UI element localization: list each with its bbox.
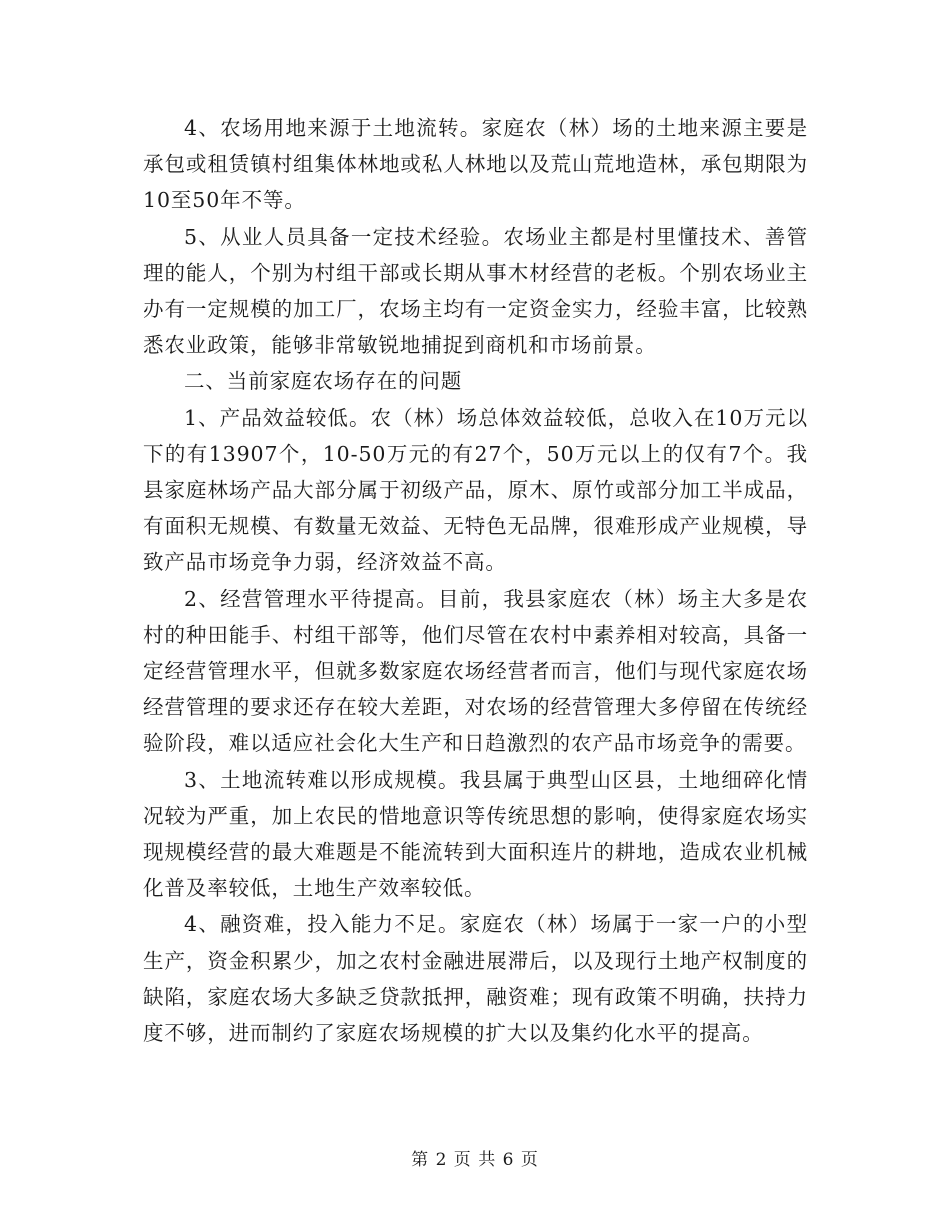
paragraph-financing-difficulty: 4、融资难，投入能力不足。家庭农（林）场属于一家一户的小型生产，资金积累少，加之农村金融进展滞后，以及现行土地产权制度的缺陷，家庭农场大多缺乏贷款抵押，融资难；现有政策不明确，扶持力度不够，进而制约了家庭农场规模的扩大以及集约化水平的提高。 bbox=[143, 912, 808, 1046]
section-heading-problems: 二、当前家庭农场存在的问题 bbox=[184, 369, 463, 394]
document-body bbox=[143, 110, 808, 1051]
paragraph-management-level: 2、经营管理水平待提高。目前，我县家庭农（林）场主大多是农村的种田能手、村组干部等，他们尽管在农村中素养相对较高，具备一定经营管理水平，但就多数家庭农场经营者而言，他们与现代家庭农场经营管理的要求还存在较大差距，对农场的经营管理大多停留在传统经验阶段，难以适应社会化大生产和日趋激烈的农产品市场竞争的需要。 bbox=[143, 586, 808, 756]
page-number-footer: 第 2 页 共 6 页 bbox=[411, 1150, 539, 1170]
paragraph-farm-land-source: 4、农场用地来源于土地流转。家庭农（林）场的土地来源主要是承包或租赁镇村组集体林地或私人林地以及荒山荒地造林，承包期限为10至50年不等。 bbox=[143, 116, 808, 213]
paragraph-land-transfer-scale: 3、土地流转难以形成规模。我县属于典型山区县，土地细碎化情况较为严重，加上农民的惜地意识等传统思想的影响，使得家庭农场实现规模经营的最大难题是不能流转到大面积连片的耕地，造成农业机械化普及率较低，土地生产效率较低。 bbox=[143, 767, 808, 901]
paragraph-low-product-benefit: 1、产品效益较低。农（林）场总体效益较低，总收入在10万元以下的有13907个，10-50万元的有27个，50万元以上的仅有7个。我县家庭林场产品大部分属于初级产品，原木、原竹或部分加工半成品，有面积无规模、有数量无效益、无特色无品牌，很难形成产业规模，导致产品市场竞争力弱，经济效益不高。 bbox=[143, 405, 808, 575]
paragraph-staff-experience: 5、从业人员具备一定技术经验。农场业主都是村里懂技术、善管理的能人，个别为村组干部或长期从事木材经营的老板。个别农场业主办有一定规模的加工厂，农场主均有一定资金实力，经验丰富，比较熟悉农业政策，能够非常敏锐地捕捉到商机和市场前景。 bbox=[143, 224, 808, 358]
